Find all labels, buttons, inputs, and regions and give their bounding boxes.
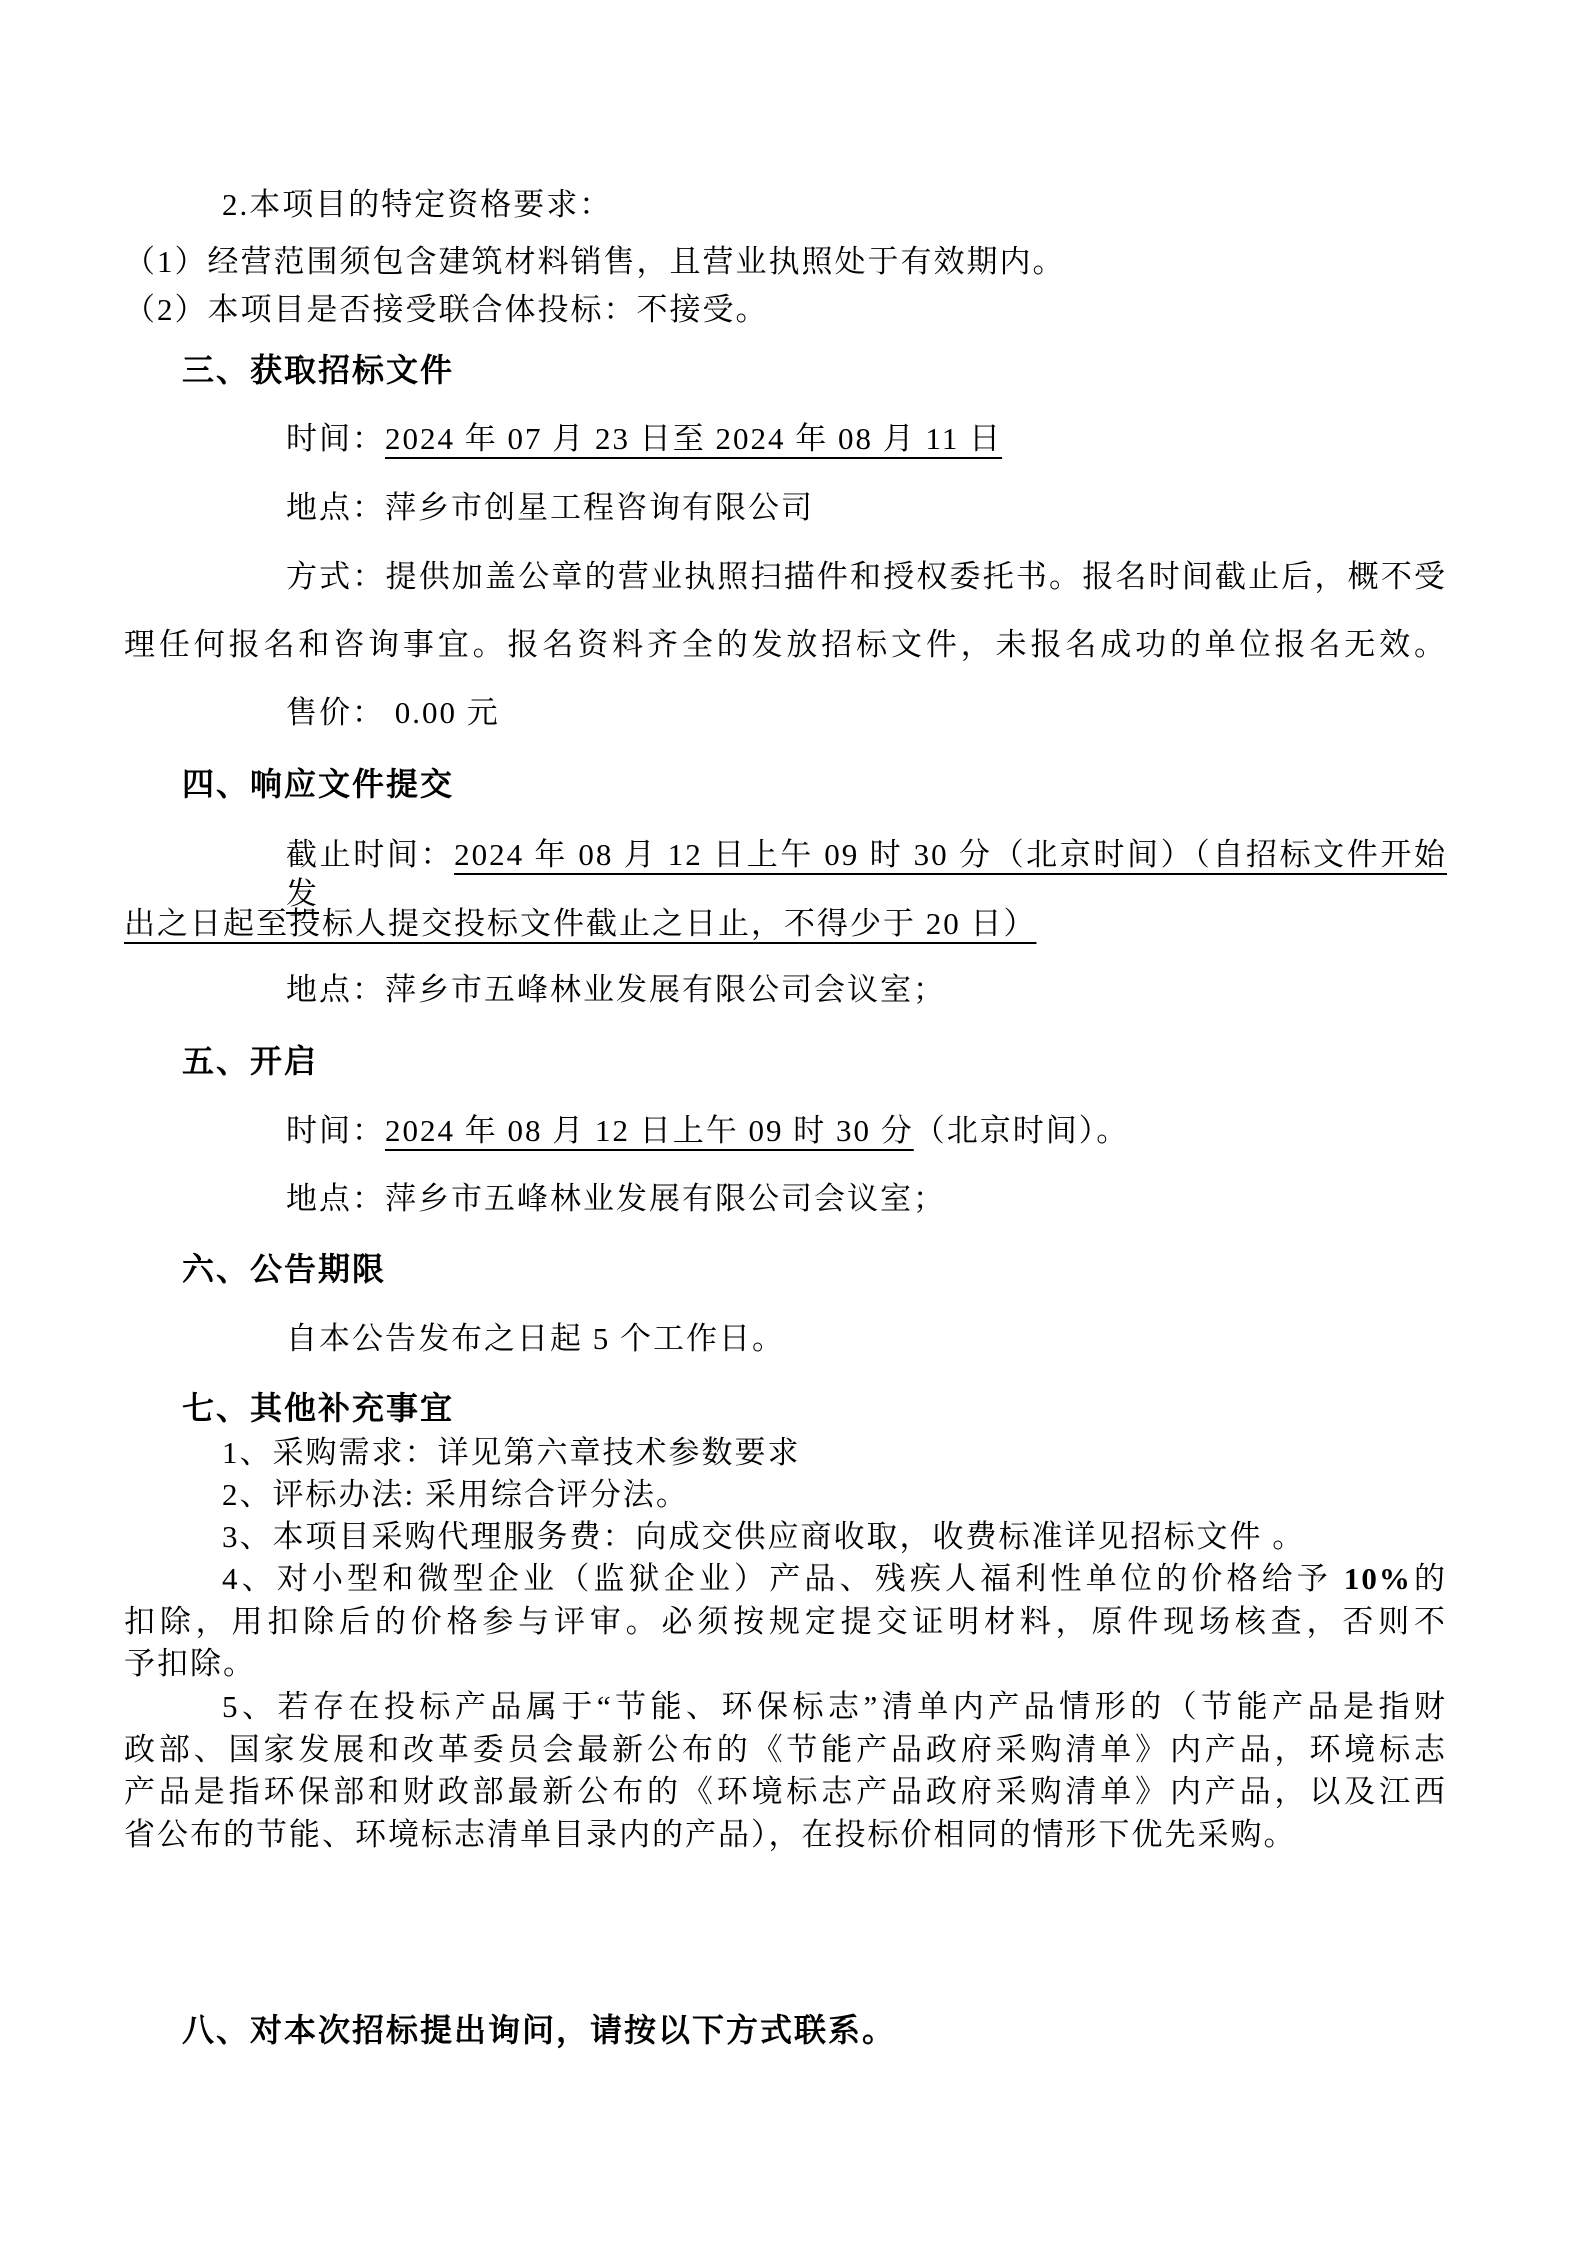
supplement-item-4-percent: 10%	[1343, 1561, 1412, 1596]
submit-deadline-value-2: 出之日起至投标人提交投标文件截止之日止，不得少于 20 日）	[124, 906, 1037, 941]
section-obtain-heading: 三、获取招标文件	[182, 352, 455, 388]
supplement-item-5-line-3: 产品是指环保部和财政部最新公布的《环境标志产品政府采购清单》内产品，以及江西	[124, 1774, 1447, 1809]
open-time-suffix: （北京时间）。	[913, 1113, 1130, 1148]
obtain-time-label: 时间：	[286, 421, 385, 456]
obtain-method-line-2: 理任何报名和咨询事宜。报名资料齐全的发放招标文件，未报名成功的单位报名无效。	[124, 627, 1447, 662]
open-time-line	[286, 1112, 1129, 1151]
supplement-item-2: 2、评标办法: 采用综合评分法。	[222, 1477, 689, 1512]
section-period-heading: 六、公告期限	[182, 1251, 387, 1287]
supplement-item-4-line-1	[222, 1560, 1447, 1599]
supplement-item-5-line-1: 5、若存在投标产品属于“节能、环保标志”清单内产品情形的（节能产品是指财	[222, 1689, 1447, 1724]
obtain-place-line: 地点：萍乡市创星工程咨询有限公司	[286, 490, 814, 525]
qualification-item-1: （1）经营范围须包含建筑材料销售，且营业执照处于有效期内。	[124, 244, 1066, 279]
obtain-time-value: 2024 年 07 月 23 日至 2024 年 08 月 11 日	[385, 421, 1003, 456]
submit-deadline-line-1	[286, 836, 1447, 914]
supplement-item-4-line-3: 予扣除。	[124, 1646, 256, 1681]
supplement-item-4-line-2: 扣除，用扣除后的价格参与评审。必须按规定提交证明材料，原件现场核查，否则不	[124, 1604, 1447, 1639]
open-time-label: 时间：	[286, 1113, 385, 1148]
submit-deadline-line-2	[124, 905, 1037, 944]
obtain-method-line-1: 方式：提供加盖公章的营业执照扫描件和授权委托书。报名时间截止后，概不受	[286, 559, 1447, 594]
qualification-title: 2.本项目的特定资格要求：	[222, 187, 613, 222]
section-supplement-heading: 七、其他补充事宜	[182, 1390, 455, 1426]
obtain-price-line: 售价： 0.00 元	[286, 695, 500, 730]
open-place-line: 地点：萍乡市五峰林业发展有限公司会议室；	[286, 1181, 946, 1216]
open-time-value: 2024 年 08 月 12 日上午 09 时 30 分	[385, 1113, 914, 1148]
submit-deadline-label: 截止时间：	[286, 837, 455, 872]
qualification-item-2: （2）本项目是否接受联合体投标：不接受。	[124, 292, 769, 327]
supplement-item-5-line-2: 政部、国家发展和改革委员会最新公布的《节能产品政府采购清单》内产品，环境标志	[124, 1732, 1447, 1767]
supplement-item-5-line-4: 省公布的节能、环境标志清单目录内的产品），在投标价相同的情形下优先采购。	[124, 1817, 1297, 1852]
supplement-item-1: 1、采购需求：详见第六章技术参数要求	[222, 1435, 801, 1470]
section-open-heading: 五、开启	[182, 1043, 319, 1079]
section-contact-heading: 八、对本次招标提出询问，请按以下方式联系。	[182, 2012, 897, 2048]
obtain-time-line	[286, 420, 1002, 459]
period-body-line: 自本公告发布之日起 5 个工作日。	[286, 1321, 785, 1356]
section-submit-heading: 四、响应文件提交	[182, 766, 455, 802]
submit-deadline-value-1: 2024 年 08 月 12 日上午 09 时 30 分（北京时间）（自招标文件开始发	[286, 837, 1448, 911]
submit-place-line: 地点：萍乡市五峰林业发展有限公司会议室；	[286, 972, 946, 1007]
supplement-item-3: 3、本项目采购代理服务费：向成交供应商收取，收费标准详见招标文件 。	[222, 1519, 1306, 1554]
supplement-item-4-pre: 4、对小型和微型企业（监狱企业）产品、残疾人福利性单位的价格给予	[222, 1561, 1344, 1596]
supplement-item-4-post: 的	[1411, 1561, 1447, 1596]
